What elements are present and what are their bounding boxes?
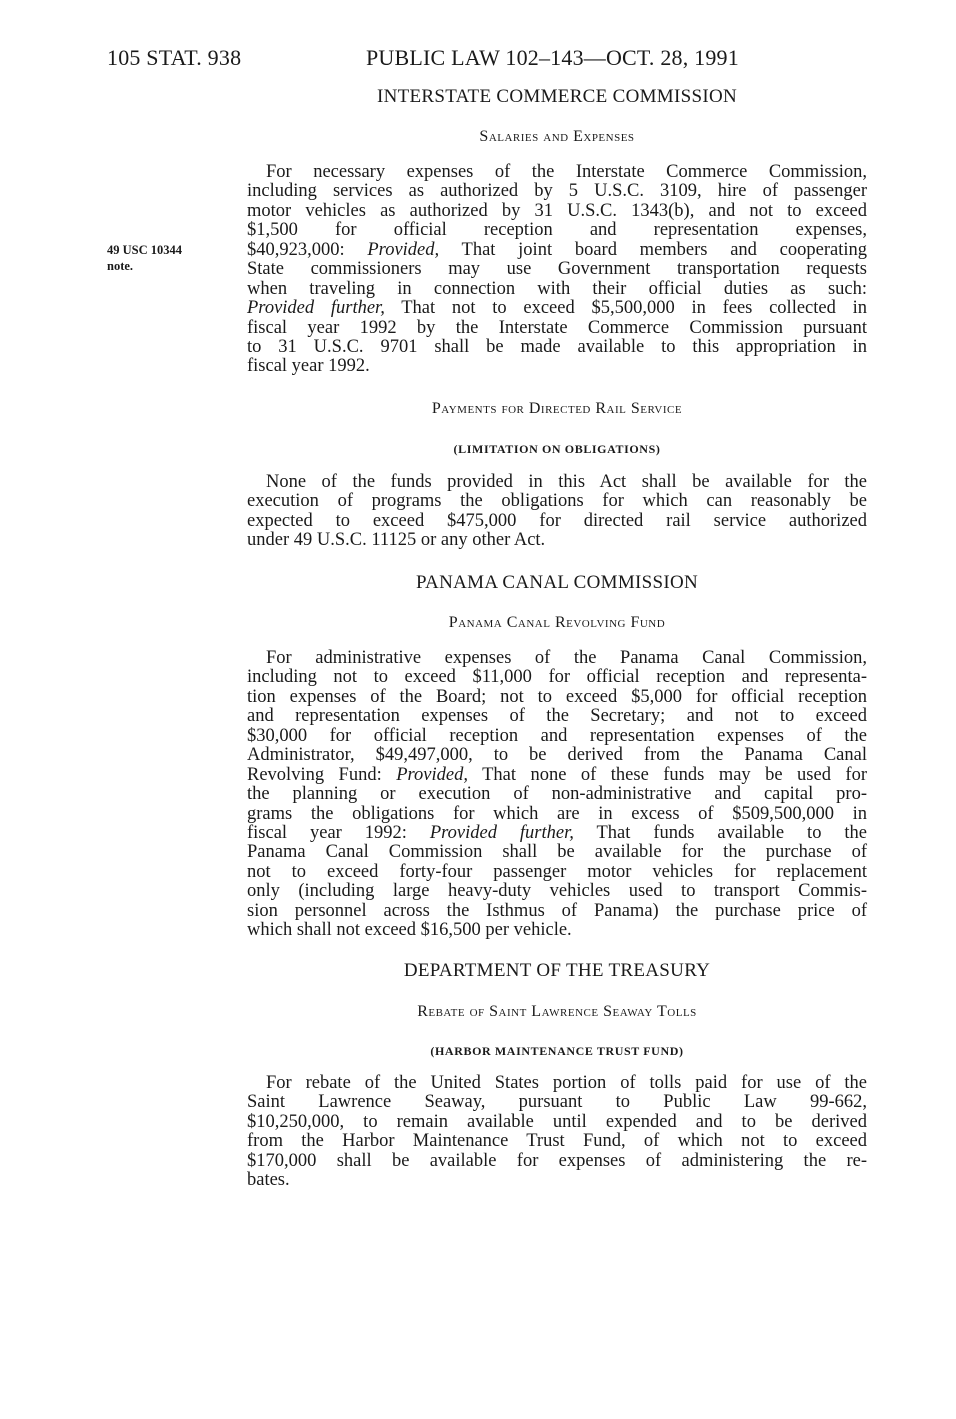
text-segment: For rebate of the United States portion of tolls paid for use of the: [266, 1073, 867, 1093]
text-segment: fiscal year 1992:: [247, 822, 430, 843]
text-line: [247, 512, 867, 531]
section-subheading: Rebate of Saint Lawrence Seaway Tolls: [417, 1003, 697, 1020]
italic-text: Provided further,: [429, 822, 574, 843]
text-line: [247, 805, 867, 824]
text-segment: only (including large heavy-duty vehicles used to transport Commis-: [247, 881, 867, 902]
text-line: [247, 357, 867, 376]
text-line: [247, 746, 867, 765]
text-line: [247, 863, 867, 882]
text-segment: sion personnel across the Isthmus of Panama) the purchase price of: [247, 900, 867, 921]
text-segment: tion expenses of the Board; not to exceed $5,000 for official reception: [247, 686, 867, 707]
stat-page-number: 105 STAT. 938: [107, 45, 242, 70]
paragraph: [247, 1074, 867, 1191]
text-line: [247, 182, 867, 201]
text-line: [247, 668, 867, 687]
section-subheading: Salaries and Expenses: [479, 128, 635, 145]
text-line: [247, 280, 867, 299]
text-segment: Revolving Fund:: [247, 764, 397, 785]
text-segment: grams the obligations for which are in excess of $509,500,000 in: [247, 803, 867, 824]
text-segment: expected to exceed $475,000 for directed rail service authorized: [247, 510, 867, 531]
text-line: [247, 241, 867, 260]
italic-text: Provided,: [367, 239, 440, 260]
text-segment: not to exceed forty-four passenger motor vehicles for replacement: [247, 861, 867, 882]
text-line: [247, 1113, 867, 1132]
text-segment: when traveling in connection with their official duties as such:: [247, 278, 867, 299]
text-line: [247, 785, 867, 804]
text-line: [247, 1093, 867, 1112]
text-line: [247, 492, 867, 511]
margin-note: [107, 242, 182, 274]
text-segment: Administrator, $49,497,000, to be derived from the Panama Canal: [247, 745, 867, 766]
text-line: [247, 649, 867, 668]
text-segment: None of the funds provided in this Act shall be available for the: [266, 472, 867, 492]
text-segment: fiscal year 1992 by the Interstate Commerce Commission pursuant: [247, 317, 867, 338]
text-line: [247, 688, 867, 707]
section-qualifier: (HARBOR MAINTENANCE TRUST FUND): [430, 1044, 684, 1058]
text-line: [247, 882, 867, 901]
text-segment: under 49 U.S.C. 11125 or any other Act.: [247, 530, 546, 551]
text-line: [247, 1152, 867, 1171]
section-heading: INTERSTATE COMMERCE COMMISSION: [376, 86, 738, 107]
text-line: [247, 766, 867, 785]
section-heading: PANAMA CANAL COMMISSION: [415, 572, 699, 593]
text-segment: the planning or execution of non-administrative and capital pro-: [247, 784, 867, 805]
paragraph: [247, 649, 867, 941]
text-segment: $10,250,000, to remain available until expended and to be derived: [247, 1111, 867, 1132]
text-line: [247, 921, 867, 940]
text-segment: Saint Lawrence Seaway, pursuant to Public Law 99-662,: [247, 1092, 867, 1113]
text-segment: $170,000 shall be available for expenses of administering the re-: [247, 1150, 867, 1171]
text-segment: bates.: [247, 1170, 290, 1191]
text-segment: That not to exceed $5,500,000 in fees collected in: [384, 298, 867, 319]
paragraph: [247, 163, 867, 377]
text-line: [247, 163, 867, 182]
text-line: [247, 727, 867, 746]
paragraph: [247, 473, 867, 551]
text-line: [247, 260, 867, 279]
text-segment: and representation expenses of the Secretary; and not to exceed: [247, 706, 867, 727]
text-segment: $40,923,000:: [247, 239, 368, 260]
law-title: PUBLIC LAW 102–143—OCT. 28, 1991: [366, 45, 739, 70]
text-segment: That funds available to the: [573, 822, 867, 843]
text-line: [247, 531, 867, 550]
margin-note-label: note.: [107, 259, 134, 273]
text-segment: motor vehicles as authorized by 31 U.S.C. 1343(b), and not to exceed: [247, 200, 867, 221]
text-segment: $30,000 for official reception and representation expenses of the: [247, 725, 867, 746]
text-segment: Panama Canal Commission shall be available for the purchase of: [247, 842, 867, 863]
section-subheading: Payments for Directed Rail Service: [431, 400, 683, 417]
text-segment: State commissioners may use Government transportation requests: [247, 259, 867, 280]
text-line: [247, 707, 867, 726]
text-segment: to 31 U.S.C. 9701 shall be made available to this appropriation in: [247, 336, 867, 357]
section-subheading: Panama Canal Revolving Fund: [448, 614, 666, 631]
text-line: [247, 1132, 867, 1151]
section-qualifier: (LIMITATION ON OBLIGATIONS): [453, 442, 661, 456]
text-segment: including services as authorized by 5 U.S.C. 3109, hire of passenger: [247, 181, 867, 202]
text-line: [247, 473, 867, 492]
text-segment: That joint board members and cooperating: [439, 239, 867, 260]
text-line: [247, 843, 867, 862]
text-segment: fiscal year 1992.: [247, 356, 370, 377]
text-line: [247, 202, 867, 221]
text-line: [247, 319, 867, 338]
margin-note-citation: 49 USC 10344: [107, 243, 183, 257]
text-line: [247, 1074, 867, 1093]
text-segment: For necessary expenses of the Interstate Commerce Commission,: [266, 162, 867, 182]
text-segment: $1,500 for official reception and representation expenses,: [247, 220, 867, 241]
text-line: [247, 1171, 867, 1190]
text-segment: including not to exceed $11,000 for official reception and representa-: [247, 667, 867, 688]
text-segment: For administrative expenses of the Panama Canal Commission,: [266, 648, 867, 668]
text-line: [247, 902, 867, 921]
italic-text: Provided further,: [247, 298, 385, 319]
section-heading: DEPARTMENT OF THE TREASURY: [403, 960, 711, 981]
text-line: [247, 221, 867, 240]
text-segment: That none of these funds may be used for: [467, 764, 868, 785]
text-segment: which shall not exceed $16,500 per vehicle.: [247, 920, 572, 941]
text-line: [247, 299, 867, 318]
text-segment: from the Harbor Maintenance Trust Fund, of which not to exceed: [247, 1131, 867, 1152]
text-line: [247, 824, 867, 843]
text-segment: execution of programs the obligations for which can reasonably be: [247, 491, 867, 512]
italic-text: Provided,: [396, 764, 468, 785]
text-line: [247, 338, 867, 357]
